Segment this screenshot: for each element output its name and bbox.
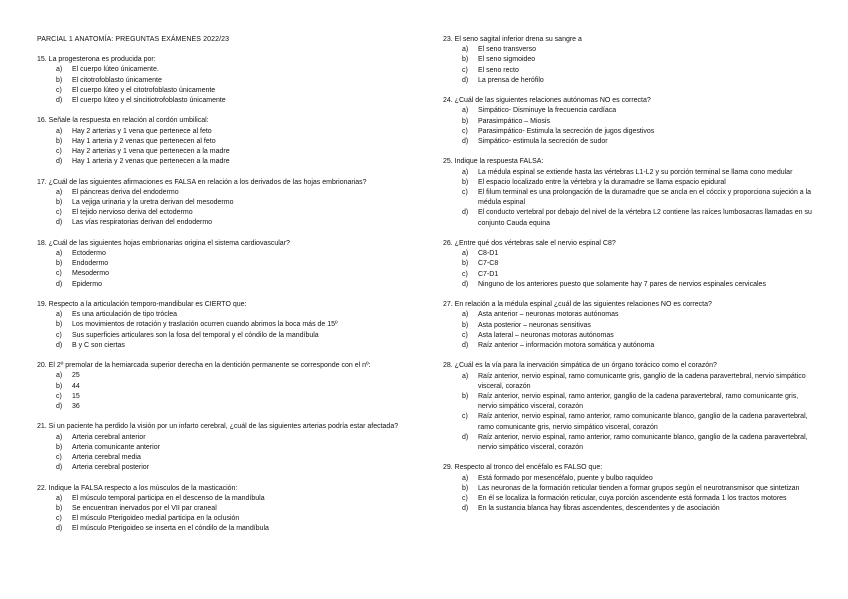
option-list xyxy=(443,310,813,351)
answer-option xyxy=(443,66,813,76)
answer-option xyxy=(443,433,813,453)
option-letter: d) xyxy=(56,97,63,105)
answer-option xyxy=(443,249,813,259)
question-block xyxy=(37,55,419,106)
answer-option xyxy=(37,188,419,198)
question-text: 18. ¿Cuál de las siguientes hojas embrionarias origina el sistema cardiovascular? xyxy=(37,239,290,247)
left-column xyxy=(37,35,419,545)
option-letter: a) xyxy=(462,250,469,258)
answer-option xyxy=(37,96,419,106)
question-text: 15. La progesterona es producida por: xyxy=(37,56,156,64)
answer-option xyxy=(37,127,419,137)
option-text: Asta posterior – neuronas sensitivas xyxy=(478,321,591,329)
option-letter: c) xyxy=(462,66,468,74)
option-letter: b) xyxy=(56,321,63,329)
option-letter: c) xyxy=(56,209,62,217)
option-letter: a) xyxy=(56,66,63,74)
option-list xyxy=(443,249,813,290)
option-list xyxy=(37,433,419,474)
option-text: 36 xyxy=(72,403,80,411)
option-letter: a) xyxy=(56,494,63,502)
option-text: Hay 2 arterias y 1 vena que pertenecen a la madre xyxy=(72,148,230,156)
option-letter: c) xyxy=(56,86,62,94)
question-block xyxy=(37,300,419,351)
answer-option xyxy=(443,137,813,147)
option-text: Endodermo xyxy=(72,260,109,268)
question-block xyxy=(443,300,813,351)
option-letter: d) xyxy=(462,433,469,441)
question-text: 29. Respecto al tronco del encéfalo es FALSO que: xyxy=(443,464,603,472)
option-text: El cuerpo lúteo y el sincitiotrofoblasto únicamente xyxy=(72,97,226,105)
option-text: Epidermo xyxy=(72,280,102,288)
option-letter: c) xyxy=(56,270,62,278)
option-letter: c) xyxy=(56,392,62,400)
question-block xyxy=(37,178,419,229)
option-letter: c) xyxy=(462,189,468,197)
option-text: En él se localiza la formación reticular, cuya porción ascendente está formada 1 los tractos motores xyxy=(478,495,787,503)
answer-option xyxy=(443,55,813,65)
answer-option xyxy=(443,127,813,137)
option-text: Los movimientos de rotación y traslación ocurren cuando abrimos la boca más de 15º xyxy=(72,321,338,329)
option-letter: d) xyxy=(56,341,63,349)
answer-option xyxy=(37,157,419,167)
option-list xyxy=(37,249,419,290)
option-text: El cuerpo lúteo y el citotrofoblasto únicamente xyxy=(72,86,216,94)
option-letter: d) xyxy=(462,505,469,513)
question-text: 17. ¿Cuál de las siguientes afirmaciones es FALSA en relación a los derivados de las hojas embrionarias? xyxy=(37,178,367,186)
question-block xyxy=(443,96,813,147)
option-text: El citotrofoblasto únicamente xyxy=(72,76,162,84)
answer-option xyxy=(37,514,419,524)
answer-option xyxy=(443,372,813,392)
question-text: 16. Señale la respuesta en relación al cordón umbilical: xyxy=(37,117,209,125)
option-letter: a) xyxy=(462,107,469,115)
option-text: B y C son ciertas xyxy=(72,341,125,349)
option-list xyxy=(37,127,419,168)
option-letter: d) xyxy=(462,342,469,350)
answer-option xyxy=(443,208,813,228)
option-text: C7-D1 xyxy=(478,270,499,278)
option-text: Se encuentran inervados por el VII par craneal xyxy=(72,505,217,513)
answer-option xyxy=(37,320,419,330)
option-letter: a) xyxy=(56,127,63,135)
answer-option xyxy=(37,198,419,208)
question-text: 22. Indique la FALSA respecto a los músculos de la masticación: xyxy=(37,484,238,492)
option-letter: d) xyxy=(462,76,469,84)
option-text: Sus superficies articulares son la fosa del temporal y el cóndilo de la mandíbula xyxy=(72,331,319,339)
option-text: Arteria cerebral posterior xyxy=(72,464,150,472)
question-block xyxy=(37,484,419,535)
answer-option xyxy=(443,76,813,86)
option-text: Simpático- estimula la secreción de sudor xyxy=(478,138,608,146)
option-list xyxy=(37,494,419,535)
option-text: En la sustancia blanca hay fibras ascendentes, descendentes y de asociación xyxy=(478,505,720,513)
option-letter: b) xyxy=(462,484,469,492)
option-text: La vejiga urinaria y la uretra derivan del mesodermo xyxy=(72,199,234,207)
option-letter: b) xyxy=(462,260,469,268)
option-text: Asta lateral – neuronas motoras autónomas xyxy=(478,331,614,339)
question-block xyxy=(37,361,419,412)
answer-option xyxy=(37,504,419,514)
option-letter: b) xyxy=(56,382,63,390)
answer-option xyxy=(443,331,813,341)
answer-option xyxy=(37,341,419,351)
answer-option xyxy=(37,443,419,453)
answer-option xyxy=(443,310,813,320)
option-text: Raíz anterior, nervio espinal, ramo anterior, ramo comunicante blanco, ganglio de la cadena paravertebral, ramo comunicante gris, nervio simpático visceral, corazón xyxy=(478,413,808,431)
option-letter: c) xyxy=(56,454,62,462)
option-text: 15 xyxy=(72,392,80,400)
option-text: 44 xyxy=(72,382,80,390)
option-list xyxy=(37,371,419,412)
question-text: 25. Indique la respuesta FALSA: xyxy=(443,158,544,166)
option-text: El músculo Pterigoideo medial participa en la oclusión xyxy=(72,515,240,523)
option-list xyxy=(443,45,813,86)
option-text: Raíz anterior, nervio espinal, ramo anterior, ganglio de la cadena paravertebral, ramo comunicante gris, nervio simpático visceral, corazón xyxy=(478,393,799,411)
option-text: 25 xyxy=(72,372,80,380)
answer-option xyxy=(37,310,419,320)
answer-option xyxy=(37,433,419,443)
option-text: Ninguno de los anteriores puesto que solamente hay 7 pares de nervios espinales cervicales xyxy=(478,280,766,288)
option-letter: b) xyxy=(462,178,469,186)
answer-option xyxy=(37,280,419,290)
option-letter: b) xyxy=(462,117,469,125)
option-letter: b) xyxy=(56,199,63,207)
option-text: Raíz anterior, nervio espinal, ramo anterior, ramo comunicante blanco, ganglio de la cadena paravertebral, nervio simpático visceral, corazón xyxy=(478,433,808,452)
answer-option xyxy=(37,208,419,218)
answer-option xyxy=(37,371,419,381)
answer-option xyxy=(37,402,419,412)
question-text: 23. El seno sagital inferior drena su sangre a xyxy=(443,36,582,43)
answer-option xyxy=(443,188,813,208)
right-column xyxy=(443,35,813,525)
answer-option xyxy=(443,106,813,116)
option-letter: c) xyxy=(462,127,468,135)
option-list xyxy=(443,372,813,454)
answer-option xyxy=(443,168,813,178)
option-text: Parasimpático- Estimula la secreción de jugos digestivos xyxy=(478,127,655,135)
option-text: El conducto vertebral por debajo del nivel de la vértebra L2 contiene las raíces lumbosacras llamadas en su conjunto Cauda equina xyxy=(478,209,812,227)
right-question-list xyxy=(443,35,813,514)
answer-option xyxy=(37,331,419,341)
option-letter: b) xyxy=(462,56,469,64)
answer-option xyxy=(443,45,813,55)
answer-option xyxy=(443,412,813,432)
option-letter: d) xyxy=(56,219,63,227)
option-text: Mesodermo xyxy=(72,270,109,278)
option-letter: d) xyxy=(56,403,63,411)
option-letter: a) xyxy=(462,474,469,482)
option-letter: c) xyxy=(462,270,468,278)
answer-option xyxy=(37,76,419,86)
answer-option xyxy=(37,494,419,504)
question-text: 20. El 2º premolar de la hemiarcada superior derecha en la dentición permanente se corresponde con el nº: xyxy=(37,362,371,370)
option-text: Ectodermo xyxy=(72,250,106,258)
option-letter: b) xyxy=(462,321,469,329)
option-text: El tejido nervioso deriva del ectodermo xyxy=(72,209,193,217)
answer-option xyxy=(443,392,813,412)
answer-option xyxy=(443,484,813,494)
answer-option xyxy=(37,147,419,157)
option-letter: a) xyxy=(462,46,469,54)
question-text: 21. Si un paciente ha perdido la visión por un infarto cerebral, ¿cuál de las siguientes arterias podría estar afectada? xyxy=(37,423,399,431)
question-block xyxy=(443,463,813,514)
answer-option xyxy=(37,392,419,402)
option-text: La médula espinal se extiende hasta las vértebras L1-L2 y su porción terminal se llama cono medular xyxy=(478,168,793,176)
option-text: El músculo temporal participa en el descenso de la mandíbula xyxy=(72,494,265,502)
option-list xyxy=(443,474,813,515)
option-list xyxy=(37,188,419,229)
option-text: Hay 2 arterias y 1 vena que pertenece al feto xyxy=(72,127,212,135)
option-letter: c) xyxy=(56,331,62,339)
question-text: 19. Respecto a la articulación temporo-mandibular es CIERTO que: xyxy=(37,301,247,309)
answer-option xyxy=(443,259,813,269)
answer-option xyxy=(443,504,813,514)
option-text: C7-C8 xyxy=(478,260,499,268)
option-letter: a) xyxy=(56,372,63,380)
option-text: Está formado por mesencéfalo, puente y bulbo raquídeo xyxy=(478,474,653,482)
option-text: Asta anterior – neuronas motoras autónomas xyxy=(478,311,619,319)
option-text: Simpático- Disminuye la frecuencia cardíaca xyxy=(478,107,617,115)
option-text: Raíz anterior – información motora somática y autónoma xyxy=(478,342,655,350)
answer-option xyxy=(37,259,419,269)
option-text: Parasimpático – Miosis xyxy=(478,117,550,125)
answer-option xyxy=(443,280,813,290)
option-text: Hay 1 arteria y 2 venas que pertenecen al feto xyxy=(72,137,216,145)
answer-option xyxy=(443,117,813,127)
answer-option xyxy=(37,65,419,75)
option-letter: b) xyxy=(56,260,63,268)
answer-option xyxy=(37,524,419,534)
option-text: El espacio localizado entre la vértebra y la duramadre se llama espacio epidural xyxy=(478,178,726,186)
option-letter: d) xyxy=(462,280,469,288)
option-letter: d) xyxy=(56,525,63,533)
option-letter: c) xyxy=(462,413,468,421)
option-text: El cuerpo lúteo únicamente. xyxy=(72,66,159,74)
answer-option xyxy=(37,218,419,228)
question-block xyxy=(37,422,419,473)
option-text: Las vías respiratorias derivan del endodermo xyxy=(72,219,213,227)
question-block xyxy=(443,361,813,453)
option-letter: a) xyxy=(56,311,63,319)
option-letter: a) xyxy=(56,433,63,441)
option-text: Arteria comunicante anterior xyxy=(72,443,160,451)
option-letter: c) xyxy=(56,515,62,523)
answer-option xyxy=(37,249,419,259)
option-letter: c) xyxy=(462,495,468,503)
question-block xyxy=(443,157,813,228)
option-letter: d) xyxy=(462,209,469,217)
option-list xyxy=(443,106,813,147)
option-text: Arteria cerebral anterior xyxy=(72,433,146,441)
option-letter: b) xyxy=(56,443,63,451)
question-text: 24. ¿Cuál de las siguientes relaciones autónomas NO es correcta? xyxy=(443,97,651,105)
option-text: El seno sigmoideo xyxy=(478,56,536,64)
option-letter: a) xyxy=(56,250,63,258)
option-letter: c) xyxy=(462,331,468,339)
question-block xyxy=(37,239,419,290)
option-list xyxy=(37,310,419,351)
option-text: La prensa de herófilo xyxy=(478,76,544,84)
option-letter: a) xyxy=(56,188,63,196)
answer-option xyxy=(443,341,813,351)
option-letter: a) xyxy=(462,311,469,319)
answer-option xyxy=(443,178,813,188)
option-text: El páncreas deriva del endodermo xyxy=(72,188,179,196)
option-text: Raíz anterior, nervio espinal, ramo comunicante gris, ganglio de la cadena paravertebral, nervio simpático visceral, corazón xyxy=(478,372,806,390)
option-text: El filum terminal es una prolongación de la duramadre que se ancla en el cóccix y proporciona sujeción a la médula espinal xyxy=(478,189,812,207)
option-letter: d) xyxy=(56,280,63,288)
option-letter: d) xyxy=(56,158,63,166)
option-text: Es una articulación de tipo tróclea xyxy=(72,311,178,319)
answer-option xyxy=(443,321,813,331)
left-question-list xyxy=(37,55,419,534)
answer-option xyxy=(37,463,419,473)
option-list xyxy=(37,65,419,106)
document-title: PARCIAL 1 ANATOMÍA: PREGUNTAS EXÁMENES 2022/23 xyxy=(37,36,230,43)
option-letter: b) xyxy=(56,137,63,145)
answer-option xyxy=(37,86,419,96)
answer-option xyxy=(37,137,419,147)
option-letter: a) xyxy=(462,372,469,380)
answer-option xyxy=(443,474,813,484)
option-letter: b) xyxy=(462,393,469,401)
option-letter: d) xyxy=(56,464,63,472)
option-list xyxy=(443,168,813,229)
question-text: 27. En relación a la médula espinal ¿cuál de las siguientes relaciones NO es correcta? xyxy=(443,301,712,309)
answer-option xyxy=(443,494,813,504)
question-text: 28. ¿Cuál es la vía para la inervación simpática de un órgano torácico como el corazón? xyxy=(443,362,717,370)
answer-option xyxy=(37,382,419,392)
answer-option xyxy=(37,269,419,279)
option-text: C8-D1 xyxy=(478,250,499,258)
option-text: Las neuronas de la formación reticular tienden a formar grupos según el neurotransmisor que sintetizan xyxy=(478,484,800,492)
option-text: El seno recto xyxy=(478,66,519,74)
option-text: El músculo Pterigoideo se inserta en el cóndilo de la mandíbula xyxy=(72,525,269,533)
question-block xyxy=(37,116,419,167)
option-text: Arteria cerebral media xyxy=(72,454,141,462)
question-text: 26. ¿Entre qué dos vértebras sale el nervio espinal C8? xyxy=(443,240,616,248)
option-text: El seno transverso xyxy=(478,46,536,54)
question-block xyxy=(443,35,813,86)
option-letter: b) xyxy=(56,76,63,84)
answer-option xyxy=(37,453,419,463)
option-text: Hay 1 arteria y 2 venas que pertenecen a la madre xyxy=(72,158,230,166)
option-letter: b) xyxy=(56,505,63,513)
option-letter: c) xyxy=(56,148,62,156)
question-block xyxy=(443,239,813,290)
option-letter: d) xyxy=(462,138,469,146)
option-letter: a) xyxy=(462,168,469,176)
answer-option xyxy=(443,270,813,280)
